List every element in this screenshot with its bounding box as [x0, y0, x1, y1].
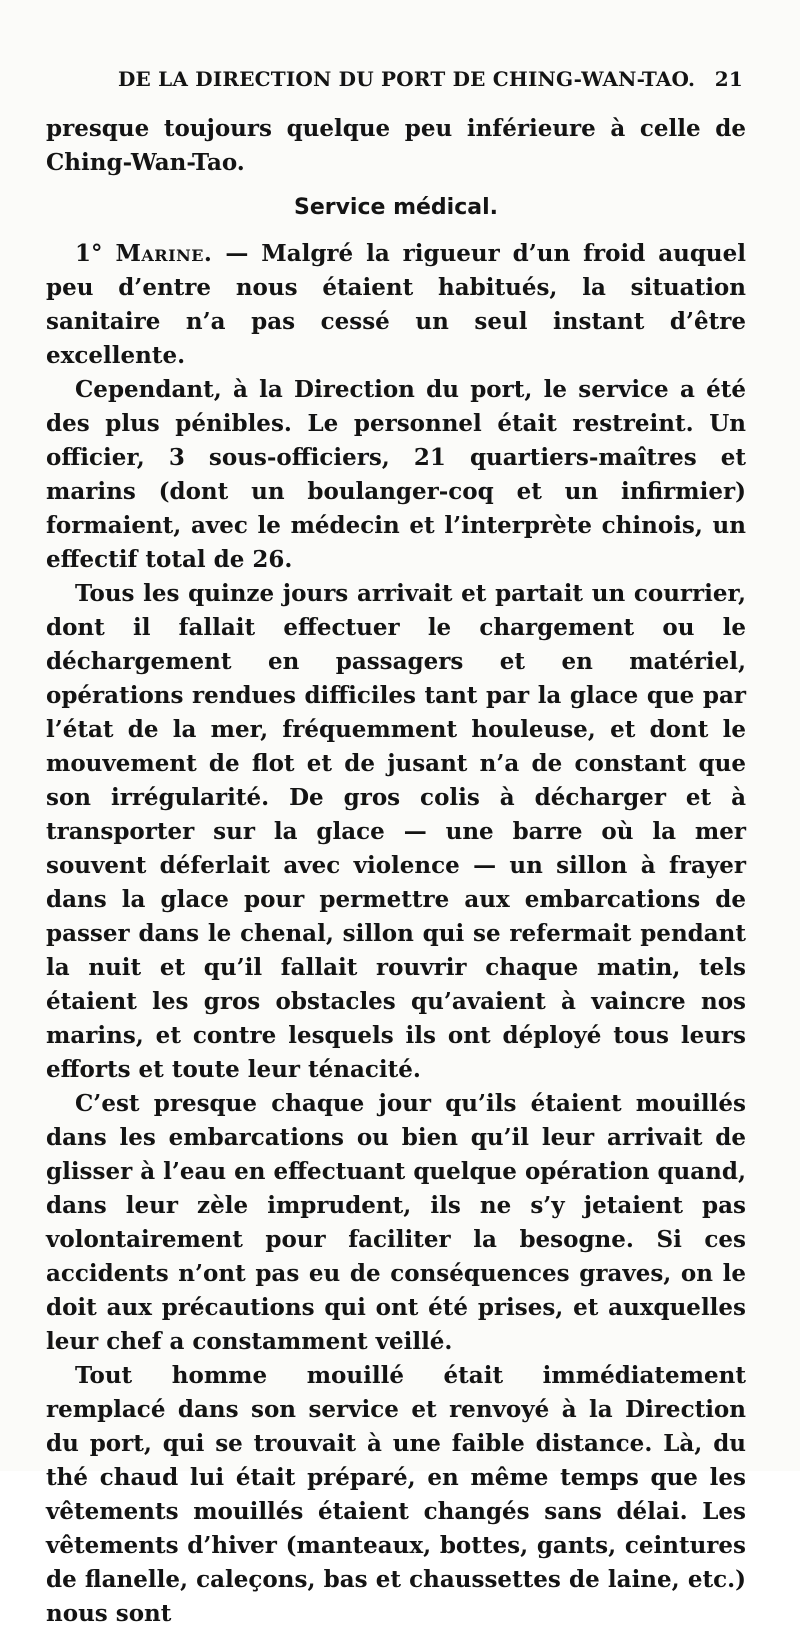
running-head [118, 64, 743, 94]
paragraph-marine-text: — Malgré la rigueur d’un froid auquel peu d’entre nous étaient habitués, la situation sanitaire n’a pas cessé un seul instant d’être excellente. [46, 240, 746, 369]
section-heading: Service médical. [293, 195, 499, 220]
page-number: 21 [714, 67, 743, 91]
paragraph-marine [46, 237, 746, 373]
item-label: Marine. [115, 240, 213, 267]
paragraph-vetements: Tout homme mouillé était immédiatement remplacé dans son service et renvoyé à la Direction du port, qui se trouvait à une faible distance. Là, du thé chaud lui était préparé, en même temps que les vêtements mouillés étaient changés sans délai. Les vêtements d’hiver (manteaux, bottes, gants, ceintures de flanelle, caleçons, bas et chaussettes de laine, etc.) nous sont [46, 1362, 746, 1627]
paragraph-personnel: Cependant, à la Direction du port, le service a été des plus pénibles. Le personnel était restreint. Un officier, 3 sous-officiers, 21 quartiers-maîtres et marins (dont un boulanger-coq et un infirmier) formaient, avec le médecin et l’interprète chinois, un effectif total de 26. [46, 376, 746, 573]
paragraph-continued: presque toujours quelque peu inférieure à celle de Ching-Wan-Tao. [46, 115, 746, 176]
running-head-title: DE LA DIRECTION DU PORT DE CHING-WAN-TAO. [118, 67, 696, 91]
paragraph-courrier: Tous les quinze jours arrivait et partait un courrier, dont il fallait effectuer le chargement ou le déchargement en passagers et en matériel, opérations rendues difficiles tant par la glace que par l’état de la mer, fréquemment houleuse, et dont le mouvement de flot et de jusant n’a de constant que son irrégularité. De gros colis à décharger et à transporter sur la glace — une barre où la mer souvent déferlait avec violence — un sillon à frayer dans la glace pour permettre aux embarcations de passer dans le chenal, sillon qui se refermait pendant la nuit et qu’il fallait rouvrir chaque matin, tels étaient les gros obstacles qu’avaient à vaincre nos marins, et contre lesquels ils ont déployé tous leurs efforts et toute leur ténacité. [46, 580, 746, 1083]
page-body [46, 112, 746, 1631]
item-number: 1° [75, 240, 103, 267]
paragraph-accidents: C’est presque chaque jour qu’ils étaient mouillés dans les embarcations ou bien qu’il leur arrivait de glisser à l’eau en effectuant quelque opération quand, dans leur zèle imprudent, ils ne s’y jetaient pas volontairement pour faciliter la besogne. Si ces accidents n’ont pas eu de conséquences graves, on le doit aux précautions qui ont été prises, et auxquelles leur chef a constamment veillé. [46, 1090, 746, 1355]
